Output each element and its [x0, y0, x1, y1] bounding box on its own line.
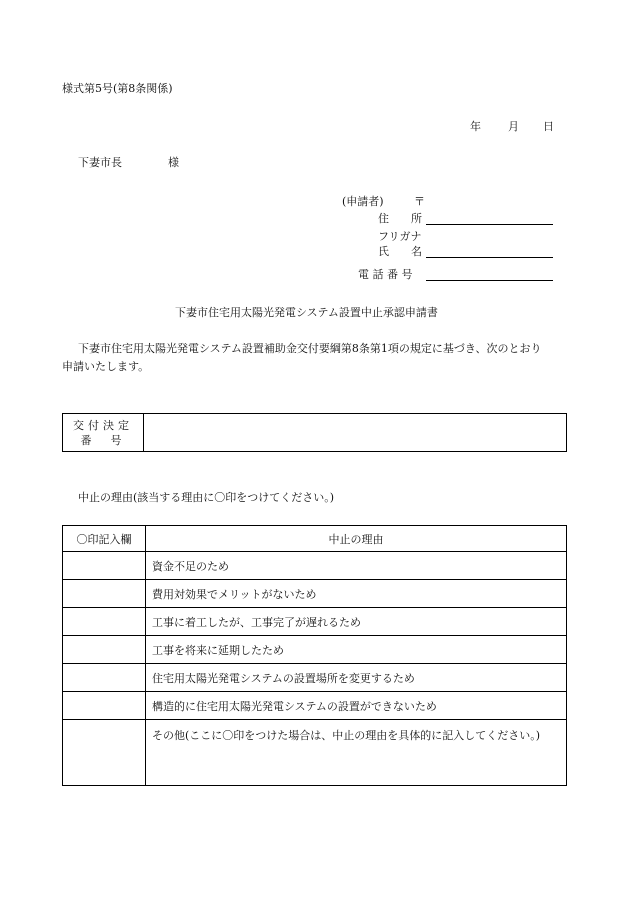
reason-text: 資金不足のため: [146, 552, 567, 580]
furigana-label: フリガナ: [378, 230, 422, 243]
mark-cell[interactable]: [63, 580, 146, 608]
reason-text: 構造的に住宅用太陽光発電システムの設置ができないため: [146, 692, 567, 720]
header-reason-column: 中止の理由: [146, 526, 567, 552]
table-row: [63, 608, 567, 636]
phone-field[interactable]: [426, 267, 553, 281]
header-mark-column: 〇印記入欄: [63, 526, 146, 552]
grant-decision-table: [62, 413, 567, 452]
body-text-line1: 下妻市住宅用太陽光発電システム設置補助金交付要綱第8条第1項の規定に基づき、次のとおり: [78, 342, 542, 355]
mark-cell[interactable]: [63, 664, 146, 692]
addressee-mayor: 下妻市長: [78, 156, 122, 169]
document-title: 下妻市住宅用太陽光発電システム設置中止承認申請書: [175, 306, 438, 319]
mark-cell[interactable]: [63, 636, 146, 664]
mark-cell[interactable]: [63, 608, 146, 636]
table-row: [63, 664, 567, 692]
name-label: 氏 名: [378, 245, 422, 258]
mark-cell[interactable]: [63, 552, 146, 580]
reason-text: 住宅用太陽光発電システムの設置場所を変更するため: [146, 664, 567, 692]
grant-decision-label-line2: 番 号: [80, 433, 126, 447]
address-label: 住 所: [378, 212, 422, 225]
mark-cell[interactable]: [63, 692, 146, 720]
date-year: 年: [470, 120, 481, 133]
reason-text-other[interactable]: その他(ここに〇印をつけた場合は、中止の理由を具体的に記入してください。): [146, 720, 567, 786]
body-text-line2: 申請いたします。: [62, 360, 150, 373]
grant-decision-label: [63, 414, 144, 452]
postal-mark: 〒: [414, 195, 425, 208]
reason-instruction: 中止の理由(該当する理由に〇印をつけてください。): [78, 491, 335, 504]
grant-decision-label-line1: 交付決定: [73, 418, 133, 432]
table-row: [63, 552, 567, 580]
applicant-heading: (申請者): [342, 195, 384, 208]
addressee-honorific: 様: [168, 156, 179, 169]
grant-decision-number-field[interactable]: [144, 414, 567, 452]
address-field[interactable]: [426, 211, 553, 225]
mark-cell[interactable]: [63, 720, 146, 786]
phone-label: 電 話 番 号: [358, 268, 413, 281]
table-row: [63, 636, 567, 664]
date-day: 日: [543, 120, 554, 133]
table-row: [63, 580, 567, 608]
reason-text: 費用対効果でメリットがないため: [146, 580, 567, 608]
reason-text: 工事に着工したが、工事完了が遅れるため: [146, 608, 567, 636]
table-row: [63, 692, 567, 720]
table-row: [63, 720, 567, 786]
reason-table: [62, 525, 567, 786]
reason-text: 工事を将来に延期したため: [146, 636, 567, 664]
date-month: 月: [508, 120, 519, 133]
name-field[interactable]: [426, 244, 553, 258]
form-number: 様式第5号(第8条関係): [62, 82, 173, 95]
